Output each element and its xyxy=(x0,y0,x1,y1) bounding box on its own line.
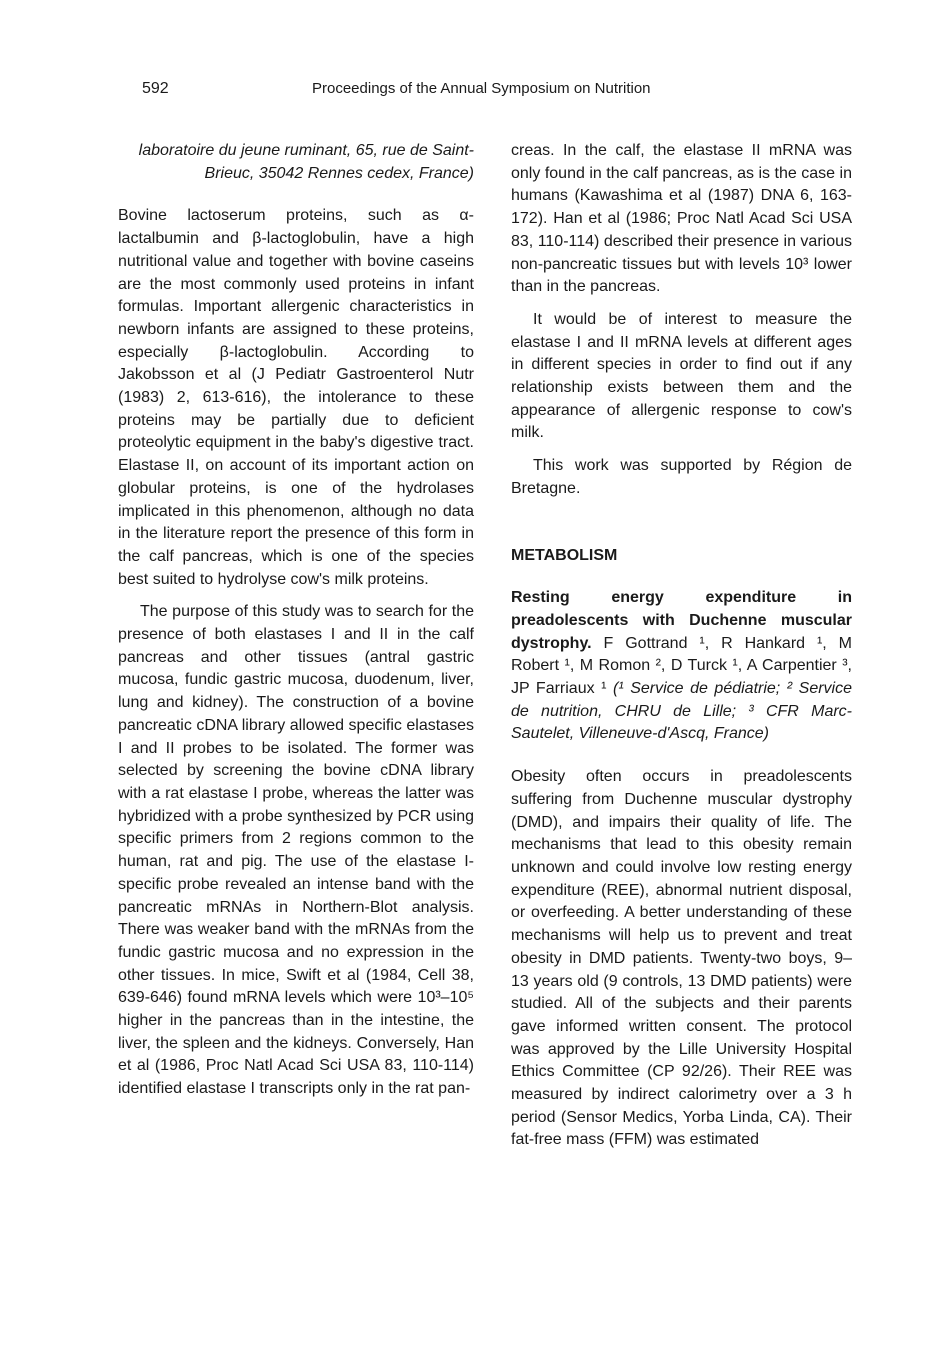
paragraph-lactoserum: Bovine lactoserum proteins, such as α-lactalbumin and β-lactoglobulin, have a high nutritional value and together with bovine caseins are the most commonly used proteins in infant formulas. Important allergenic characteristics in newborn infants are assigned to these proteins, especially β-lactoglobulin. According to Jakobsson et al (J Pediatr Gastroenterol Nutr (1983) 2, 613-616), the intolerance to these proteins may be partially due to deficient proteolytic equipment in the baby's digestive tract. Elastase II, on account of its important action on globular proteins, is one of the hydrolases implicated in this phenomenon, although no data in the literature report the presence of this form in the calf pancreas, which is one of the species best suited to hydrolyse cow's milk proteins. xyxy=(118,207,474,588)
paragraph-acknowledgement: This work was supported by Région de Bretagne. xyxy=(511,457,852,497)
paragraph-elastase-ii: creas. In the calf, the elastase II mRNA was only found in the calf pancreas, as is the case in humans (Kawashima et al (1987) DNA 6, 163-172). Han et al (1986; Proc Natl Acad Sci USA 83, 110-114) described their presence in various non-pancreatic tissues but with levels 10³ lower than in the pancreas. xyxy=(511,142,852,296)
page-number: 592 xyxy=(142,80,169,97)
right-column xyxy=(511,140,852,1152)
article-heading xyxy=(511,587,852,746)
article-authors: F Gottrand ¹, R Hankard ¹, M Robert ¹, M Romon ², D Turck ¹, A Carpentier ³, JP Farriaux ¹ xyxy=(511,634,852,698)
paragraph-study-purpose: The purpose of this study was to search for the presence of both elastases I and II in the calf pancreas and other tissues (antral gastric mucosa, fundic gastric mucosa, duodenum, liver, lung and kidney). The construction of a bovine pancreatic cDNA library allowed specific elastases I and II probes to be isolated. The former was selected by screening the bovine cDNA library with a rat elastase I probe, whereas the latter was hybridized with a probe synthesized by PCR using specific primers from 2 regions common to the human, rat and pig. The use of the elastase I-specific probe revealed an intense band with the pancreatic mRNAs in Northern-Blot analysis. There was weaker band with the mRNAs from the fundic gastric mucosa and no expression in the other tissues. In mice, Swift et al (1984, Cell 38, 639-646) found mRNA levels which were 10³–10⁵ higher in the pancreas than in the intestine, the liver, the spleen and the kidneys. Conversely, Han et al (1986, Proc Natl Acad Sci USA 83, 110-114) identified elastase I transcripts only in the rat pan- xyxy=(118,603,474,1098)
journal-title: Proceedings of the Annual Symposium on Nutrition xyxy=(312,80,651,97)
paragraph-abstract: Obesity often occurs in preadolescents suffering from Duchenne muscular dystrophy (DMD), and impairs their quality of life. The mechanisms that lead to this obesity remain unknown and could involve low resting energy expenditure (REE), abnormal nutrient disposal, or overfeeding. A better understanding of these mechanisms will help us to prevent and treat obesity in DMD patients. Twenty-two boys, 9–13 years old (9 controls, 13 DMD patients) were studied. All of the subjects and their parents gave informed written consent. The protocol was approved by the Lille University Hospital Ethics Committee (CP 92/26). Their REE was measured by indirect calorimetry over a 3 h period (Sensor Medics, Yorba Linda, CA). Their fat-free mass (FFM) was estimated xyxy=(511,768,852,1149)
author-affiliations: (¹ Service de pédiatrie; ² Service de nutrition, CHRU de Lille; ³ CFR Marc-Sautelet, Villeneuve-d'Ascq, France) xyxy=(511,680,853,743)
article-title: Resting energy expenditure in preadolescents with Duchenne muscular dystrophy. xyxy=(511,589,852,652)
paragraph-future-work: It would be of interest to measure the elastase I and II mRNA levels at different ages in different species in order to find out if any relationship exists between them and the appearance of allergenic response to cow's milk. xyxy=(511,310,852,442)
section-heading: METABOLISM xyxy=(511,546,618,564)
affiliation-continued: laboratoire du jeune ruminant, 65, rue de Saint-Brieuc, 35042 Rennes cedex, France) xyxy=(138,142,474,182)
left-column xyxy=(118,140,474,1101)
running-header xyxy=(0,80,930,102)
